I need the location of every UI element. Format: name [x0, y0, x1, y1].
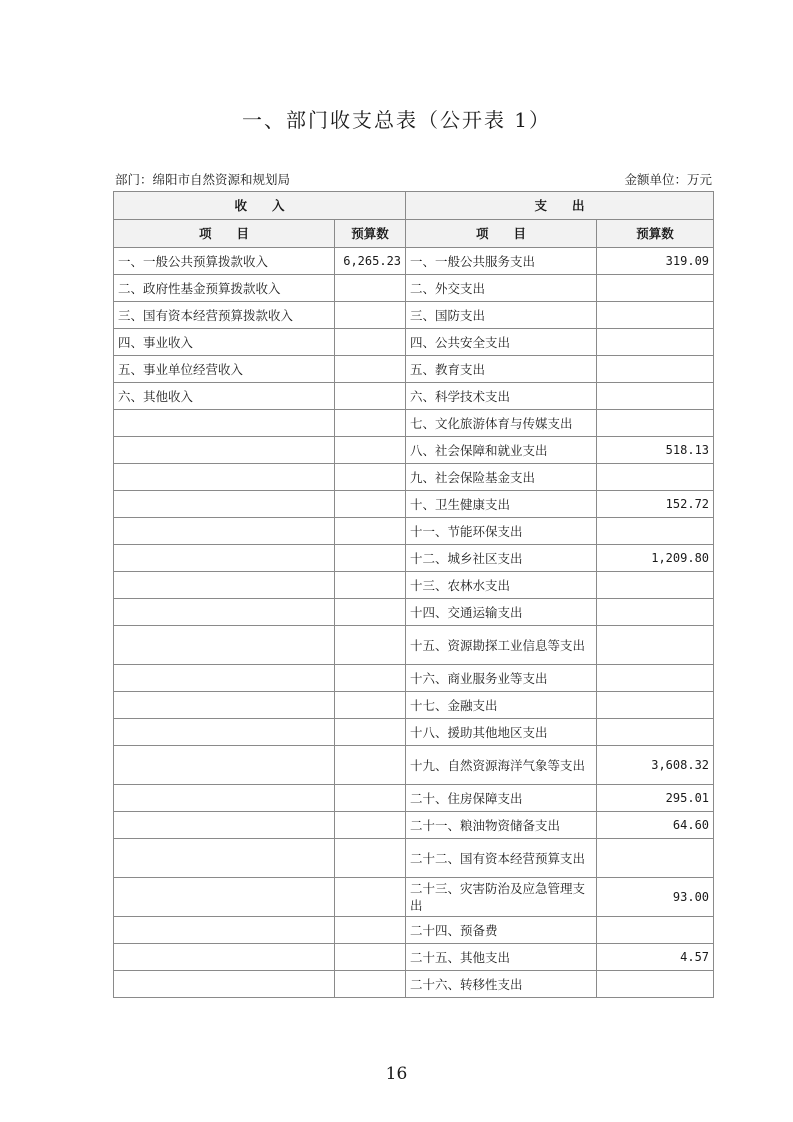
expense-budget-cell	[597, 599, 714, 626]
expense-budget-cell: 3,608.32	[597, 746, 714, 785]
expense-budget-cell	[597, 971, 714, 998]
income-item-cell: 一、一般公共预算拨款收入	[114, 248, 335, 275]
table-row	[114, 878, 714, 917]
page-number: 16	[385, 1064, 408, 1084]
expense-budget-cell	[597, 410, 714, 437]
expense-item-cell: 十三、农林水支出	[406, 572, 597, 599]
expense-item-cell: 十六、商业服务业等支出	[406, 665, 597, 692]
income-item-cell	[114, 839, 335, 878]
table-row	[114, 665, 714, 692]
income-item-cell	[114, 692, 335, 719]
income-item-cell	[114, 572, 335, 599]
income-item-cell	[114, 410, 335, 437]
income-item-cell	[114, 917, 335, 944]
income-budget-cell: 6,265.23	[335, 248, 406, 275]
expense-item-cell: 二十二、国有资本经营预算支出	[406, 839, 597, 878]
income-budget-cell	[335, 518, 406, 545]
income-budget-cell	[335, 410, 406, 437]
expense-budget-cell	[597, 839, 714, 878]
expense-item-cell: 十、卫生健康支出	[406, 491, 597, 518]
income-budget-cell	[335, 491, 406, 518]
table-row	[114, 599, 714, 626]
expense-item-cell: 二十三、灾害防治及应急管理支出	[406, 878, 597, 917]
expense-item-cell: 十五、资源勘探工业信息等支出	[406, 626, 597, 665]
expense-budget-cell: 319.09	[597, 248, 714, 275]
income-budget-cell	[335, 746, 406, 785]
expense-budget-cell	[597, 626, 714, 665]
income-item-header: 项 目	[114, 220, 335, 248]
expense-item-cell: 四、公共安全支出	[406, 329, 597, 356]
expense-item-cell: 二十六、转移性支出	[406, 971, 597, 998]
expense-budget-cell	[597, 665, 714, 692]
expense-item-cell: 十七、金融支出	[406, 692, 597, 719]
expense-item-cell: 十一、节能环保支出	[406, 518, 597, 545]
table-row	[114, 545, 714, 572]
section-header-row	[114, 192, 714, 220]
table-row	[114, 437, 714, 464]
income-item-cell	[114, 599, 335, 626]
income-item-cell: 六、其他收入	[114, 383, 335, 410]
table-row	[114, 572, 714, 599]
income-item-cell	[114, 464, 335, 491]
table-row	[114, 812, 714, 839]
income-item-cell: 四、事业收入	[114, 329, 335, 356]
income-item-cell	[114, 746, 335, 785]
table-row	[114, 302, 714, 329]
expense-budget-cell	[597, 572, 714, 599]
table-row	[114, 329, 714, 356]
table-row	[114, 518, 714, 545]
expense-item-cell: 十四、交通运输支出	[406, 599, 597, 626]
income-item-cell	[114, 545, 335, 572]
page-title: 一、部门收支总表（公开表 1）	[241, 108, 552, 132]
income-budget-cell	[335, 572, 406, 599]
expense-budget-header: 预算数	[597, 220, 714, 248]
expense-budget-cell	[597, 275, 714, 302]
income-budget-cell	[335, 302, 406, 329]
table-row	[114, 491, 714, 518]
expense-budget-cell	[597, 302, 714, 329]
expense-budget-cell: 93.00	[597, 878, 714, 917]
table-row	[114, 839, 714, 878]
table-row	[114, 971, 714, 998]
expense-budget-cell: 64.60	[597, 812, 714, 839]
expense-budget-cell: 295.01	[597, 785, 714, 812]
expense-item-cell: 九、社会保险基金支出	[406, 464, 597, 491]
expense-budget-cell	[597, 719, 714, 746]
department-label: 部门：绵阳市自然资源和规划局	[115, 172, 291, 187]
income-budget-cell	[335, 464, 406, 491]
income-budget-cell	[335, 665, 406, 692]
income-item-cell: 三、国有资本经营预算拨款收入	[114, 302, 335, 329]
expense-item-cell: 五、教育支出	[406, 356, 597, 383]
table-row	[114, 785, 714, 812]
income-budget-cell	[335, 437, 406, 464]
table-row	[114, 944, 714, 971]
income-item-cell	[114, 518, 335, 545]
table-row	[114, 356, 714, 383]
income-item-cell	[114, 626, 335, 665]
income-budget-cell	[335, 329, 406, 356]
income-budget-cell	[335, 719, 406, 746]
income-budget-cell	[335, 275, 406, 302]
income-budget-cell	[335, 692, 406, 719]
table-row	[114, 275, 714, 302]
income-budget-cell	[335, 944, 406, 971]
income-item-cell	[114, 665, 335, 692]
income-item-cell: 二、政府性基金预算拨款收入	[114, 275, 335, 302]
income-item-cell	[114, 812, 335, 839]
expense-item-cell: 二十、住房保障支出	[406, 785, 597, 812]
expense-item-cell: 三、国防支出	[406, 302, 597, 329]
table-row	[114, 917, 714, 944]
expense-budget-cell	[597, 383, 714, 410]
expense-budget-cell	[597, 356, 714, 383]
expense-budget-cell	[597, 518, 714, 545]
table-row	[114, 692, 714, 719]
expense-item-cell: 二、外交支出	[406, 275, 597, 302]
income-item-cell	[114, 491, 335, 518]
income-budget-cell	[335, 383, 406, 410]
income-budget-cell	[335, 626, 406, 665]
table-row	[114, 464, 714, 491]
income-item-cell	[114, 719, 335, 746]
income-item-cell	[114, 437, 335, 464]
budget-summary-table	[113, 191, 714, 998]
expense-budget-cell	[597, 329, 714, 356]
income-item-cell	[114, 878, 335, 917]
income-budget-cell	[335, 971, 406, 998]
expense-item-cell: 八、社会保障和就业支出	[406, 437, 597, 464]
income-budget-cell	[335, 785, 406, 812]
income-header: 收 入	[114, 192, 406, 220]
expense-item-cell: 二十四、预备费	[406, 917, 597, 944]
unit-label: 金额单位：万元	[624, 172, 712, 187]
expense-item-cell: 二十一、粮油物资储备支出	[406, 812, 597, 839]
expense-item-cell: 十二、城乡社区支出	[406, 545, 597, 572]
expense-budget-cell: 1,209.80	[597, 545, 714, 572]
expense-item-cell: 十九、自然资源海洋气象等支出	[406, 746, 597, 785]
income-budget-cell	[335, 878, 406, 917]
income-budget-cell	[335, 839, 406, 878]
income-budget-cell	[335, 545, 406, 572]
expense-budget-cell	[597, 917, 714, 944]
expense-item-cell: 二十五、其他支出	[406, 944, 597, 971]
income-budget-cell	[335, 356, 406, 383]
expense-header: 支 出	[406, 192, 714, 220]
income-item-cell	[114, 944, 335, 971]
table-row	[114, 248, 714, 275]
expense-budget-cell	[597, 464, 714, 491]
table-row	[114, 383, 714, 410]
expense-item-cell: 一、一般公共服务支出	[406, 248, 597, 275]
expense-item-cell: 七、文化旅游体育与传媒支出	[406, 410, 597, 437]
income-budget-cell	[335, 812, 406, 839]
column-header-row	[114, 220, 714, 248]
expense-item-header: 项 目	[406, 220, 597, 248]
expense-item-cell: 六、科学技术支出	[406, 383, 597, 410]
table-meta	[115, 170, 712, 188]
income-item-cell: 五、事业单位经营收入	[114, 356, 335, 383]
table-row	[114, 746, 714, 785]
table-row	[114, 626, 714, 665]
expense-budget-cell: 518.13	[597, 437, 714, 464]
income-item-cell	[114, 785, 335, 812]
income-item-cell	[114, 971, 335, 998]
expense-item-cell: 十八、援助其他地区支出	[406, 719, 597, 746]
expense-budget-cell: 4.57	[597, 944, 714, 971]
income-budget-cell	[335, 599, 406, 626]
expense-budget-cell: 152.72	[597, 491, 714, 518]
table-row	[114, 410, 714, 437]
income-budget-cell	[335, 917, 406, 944]
income-budget-header: 预算数	[335, 220, 406, 248]
table-row	[114, 719, 714, 746]
expense-budget-cell	[597, 692, 714, 719]
